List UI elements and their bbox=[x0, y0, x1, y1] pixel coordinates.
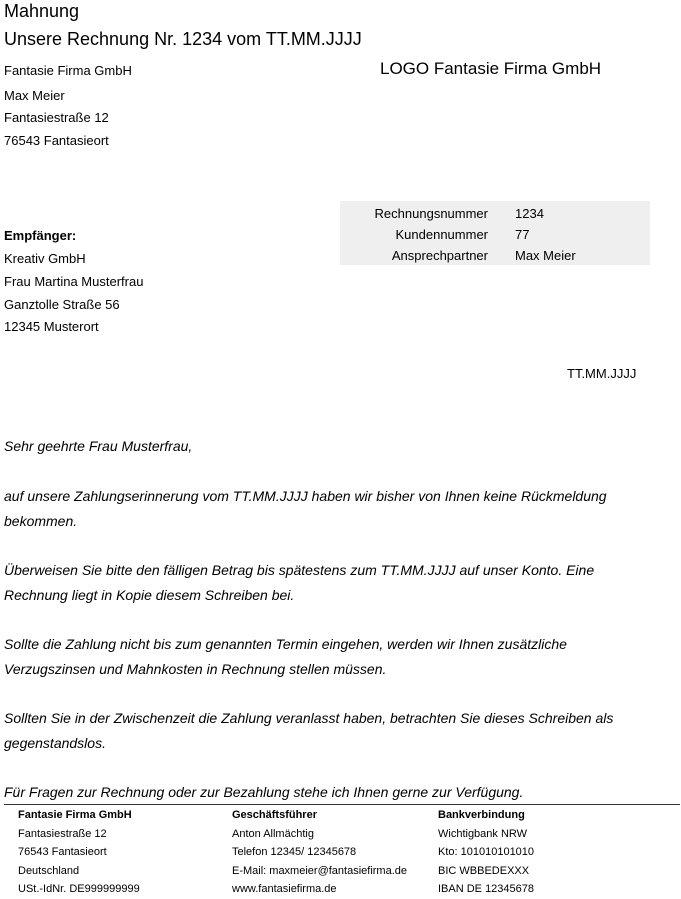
footer-phone: Telefon 12345/ 12345678 bbox=[232, 846, 357, 858]
paragraph-1-line-1: auf unsere Zahlungserinnerung vom TT.MM.JJJJ haben wir bisher von Ihnen keine Rückmeldung bbox=[4, 488, 607, 504]
document-subtitle: Unsere Rechnung Nr. 1234 vom TT.MM.JJJJ bbox=[4, 29, 362, 49]
info-value-contact: Max Meier bbox=[515, 248, 576, 263]
footer-bank-bic: BIC WBBEDEXXX bbox=[438, 864, 530, 877]
recipient-heading: Empfänger: bbox=[4, 228, 77, 243]
paragraph-2-line-1: Überweisen Sie bitte den fälligen Betrag bis spätestens zum TT.MM.JJJJ auf unser Konto. Eine bbox=[4, 562, 595, 578]
recipient-name: Frau Martina Musterfrau bbox=[4, 274, 144, 289]
paragraph-1-line-2: bekommen. bbox=[4, 513, 78, 529]
footer-company-vat-id: USt.-IdNr. DE999999999 bbox=[18, 883, 140, 895]
info-value-invoice-number: 1234 bbox=[515, 206, 544, 221]
footer-management-column bbox=[232, 806, 407, 899]
footer-company-heading: Fantasie Firma GmbH bbox=[18, 809, 132, 821]
info-value-customer-number: 77 bbox=[515, 227, 530, 242]
paragraph-4-line-2: gegenstandslos. bbox=[4, 735, 106, 751]
footer-bank-account: Kto: 101010101010 bbox=[438, 846, 535, 858]
footer-company-country: Deutschland bbox=[18, 864, 80, 877]
recipient-city: 12345 Musterort bbox=[4, 319, 99, 334]
info-label-customer-number: Kundennummer bbox=[395, 227, 488, 242]
footer-company-street: Fantasiestraße 12 bbox=[18, 827, 107, 840]
recipient-street: Ganztolle Straße 56 bbox=[4, 297, 120, 312]
sender-street: Fantasiestraße 12 bbox=[4, 110, 109, 125]
paragraph-3-line-2: Verzugszinsen und Mahnkosten in Rechnung stellen müssen. bbox=[4, 661, 387, 677]
footer-company-column bbox=[18, 806, 140, 899]
document-title: Mahnung bbox=[4, 1, 80, 21]
footer-management-name: Anton Allmächtig bbox=[232, 827, 314, 840]
footer-website: www.fantasiefirma.de bbox=[232, 883, 337, 895]
sender-company: Fantasie Firma GmbH bbox=[4, 63, 132, 78]
footer-divider bbox=[4, 804, 680, 805]
info-label-contact: Ansprechpartner bbox=[391, 248, 488, 263]
footer-email: E-Mail: maxmeier@fantasiefirma.de bbox=[232, 864, 407, 877]
footer-bank-iban: IBAN DE 12345678 bbox=[438, 883, 535, 895]
paragraph-5: Für Fragen zur Rechnung oder zur Bezahlung stehe ich Ihnen gerne zur Verfügung. bbox=[4, 784, 524, 800]
footer-company-city: 76543 Fantasieort bbox=[18, 846, 107, 858]
paragraph-3-line-1: Sollte die Zahlung nicht bis zum genannten Termin eingehen, werden wir Ihnen zusätzliche bbox=[4, 636, 567, 652]
recipient-company: Kreativ GmbH bbox=[4, 251, 86, 266]
salutation: Sehr geehrte Frau Musterfrau, bbox=[4, 438, 193, 454]
footer-bank-name: Wichtigbank NRW bbox=[438, 827, 528, 840]
footer-bank-heading: Bankverbindung bbox=[438, 809, 525, 821]
letter-date: TT.MM.JJJJ bbox=[567, 366, 637, 381]
paragraph-4-line-1: Sollten Sie in der Zwischenzeit die Zahlung veranlasst haben, betrachten Sie dieses Schreiben als bbox=[4, 710, 614, 726]
paragraph-2-line-2: Rechnung liegt in Kopie diesem Schreiben bei. bbox=[4, 587, 295, 603]
footer-management-heading: Geschäftsführer bbox=[232, 809, 317, 821]
sender-city: 76543 Fantasieort bbox=[4, 133, 109, 148]
sender-name: Max Meier bbox=[4, 88, 65, 103]
company-logo: LOGO Fantasie Firma GmbH bbox=[380, 59, 602, 78]
footer-bank-column bbox=[438, 806, 534, 899]
info-label-invoice-number: Rechnungsnummer bbox=[374, 206, 488, 221]
